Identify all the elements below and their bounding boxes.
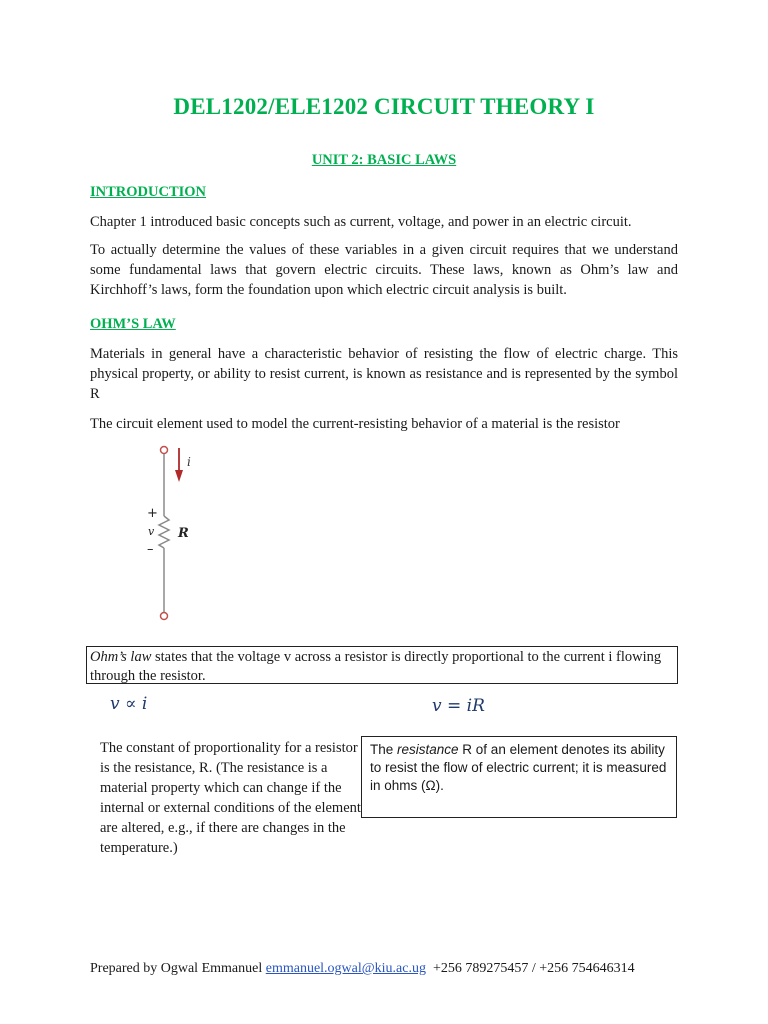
definition-prefix: The [370, 742, 398, 757]
plus-sign: + [147, 506, 158, 521]
current-arrow-head [175, 470, 183, 482]
prepared-by: Prepared by Ogwal Emmanuel [90, 961, 266, 976]
bottom-terminal [161, 613, 168, 620]
ohms-law-term: Ohm’s law [90, 649, 152, 665]
ohms-law-heading: OHM’S LAW [90, 316, 176, 332]
resistor-circuit-svg [130, 440, 220, 622]
ohms-law-paragraph-2: The circuit element used to model the current-resisting behavior of a material is the resistor [90, 416, 620, 432]
resistance-term: resistance [397, 742, 459, 757]
introduction-heading: INTRODUCTION [90, 184, 207, 200]
proportional-formula: v ∝ i [110, 694, 148, 714]
ohms-law-paragraph-1: Materials in general have a characteristic behavior of resisting the flow of electric charge. This physical property, or ability to resist current, is known as resistance and is represented by the symbol R [90, 346, 678, 402]
author-email-link[interactable]: emmanuel.ogwal@kiu.ac.ug [265, 961, 426, 976]
ohms-law-equation: v = iR [432, 696, 485, 716]
ohms-law-statement-box [86, 646, 678, 684]
footer [90, 961, 635, 977]
resistor-label: R [178, 526, 189, 541]
voltage-label: v [148, 525, 155, 538]
definition-text: R of an element denotes its ability to resist the flow of electric current; it is measured in ohms (Ω). [370, 742, 667, 793]
resistor-zigzag [159, 516, 169, 548]
intro-paragraph-1: Chapter 1 introduced basic concepts such as current, voltage, and power in an electric circuit. [90, 214, 632, 230]
unit-heading: UNIT 2: BASIC LAWS [311, 152, 457, 168]
resistor-diagram [130, 440, 220, 627]
top-terminal [161, 447, 168, 454]
phone-numbers: +256 789275457 / +256 754646314 [425, 961, 635, 976]
proportionality-constant-text: The constant of proportionality for a resistor is the resistance, R. (The resistance is a material property which can change if the internal or external conditions of the element are altered, e.g., if there are changes in the temperature.) [100, 740, 361, 856]
intro-paragraph-2: To actually determine the values of these variables in a given circuit requires that we understand some fundamental laws that govern electric circuits. These laws, known as Ohm’s law and Kirchhoff’s laws, form the foundation upon which electric circuit analysis is built. [90, 242, 678, 298]
minus-sign: – [147, 542, 154, 557]
document-title: DEL1202/ELE1202 CIRCUIT THEORY I [173, 94, 595, 119]
ohms-law-statement: states that the voltage v across a resistor is directly proportional to the current i flowing through the resistor. [90, 649, 662, 684]
resistance-definition-box [361, 736, 677, 818]
current-label: i [187, 455, 191, 469]
